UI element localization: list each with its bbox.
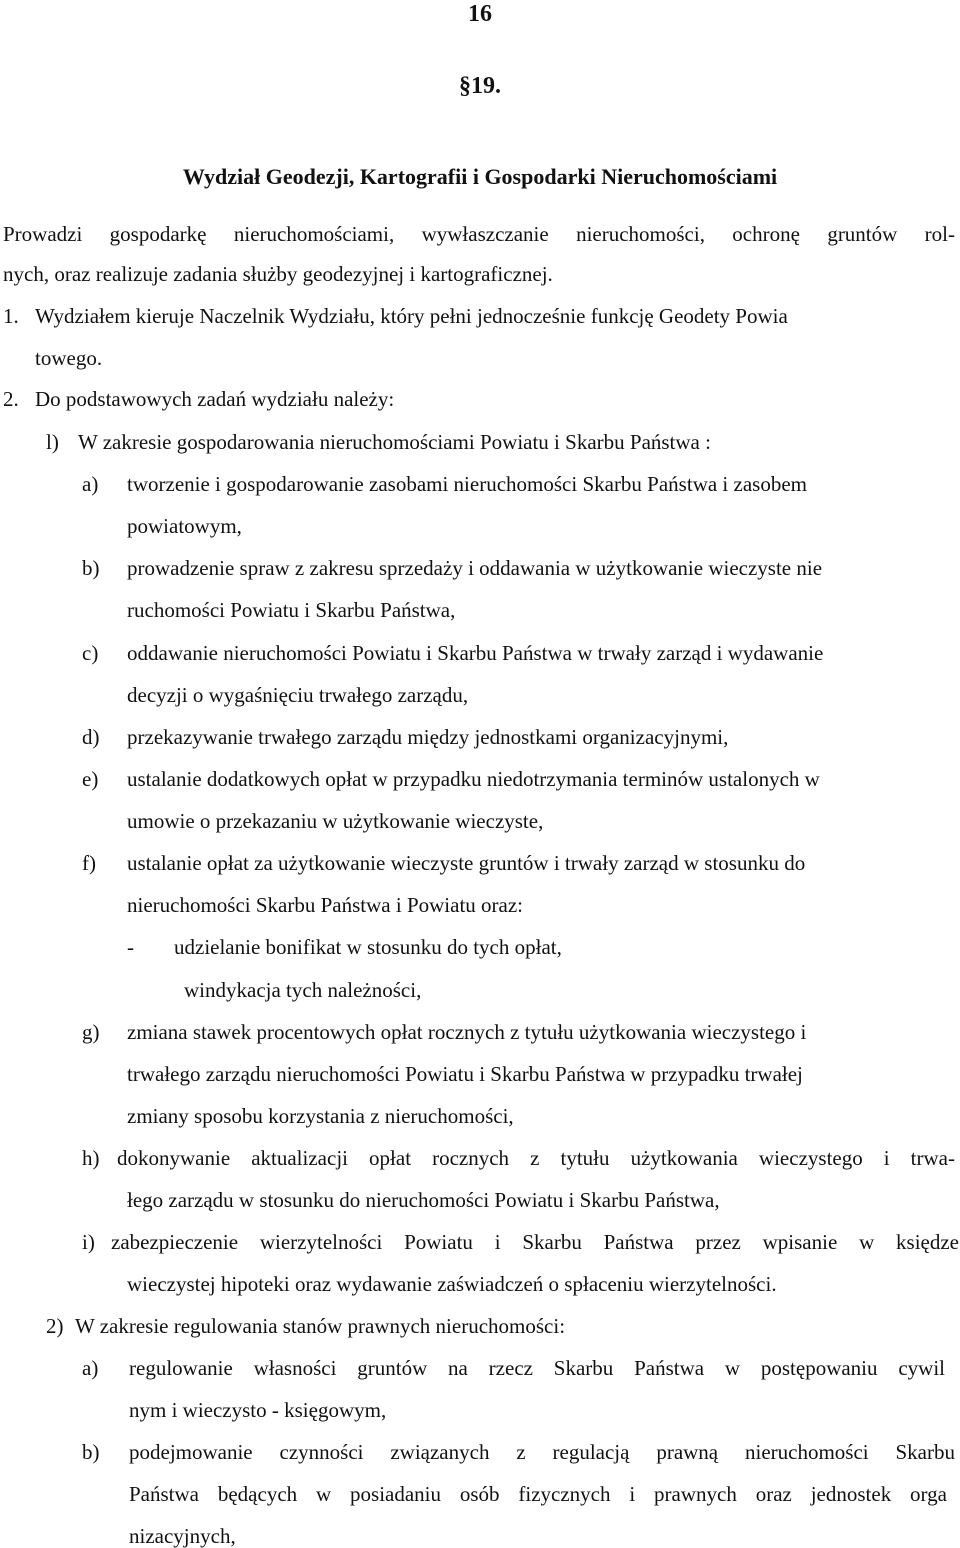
item-1a-line-1: tworzenie i gospodarowanie zasobami nieruchomości Skarbu Państwa i zasobem	[127, 472, 807, 496]
item-1g-line-2: trwałego zarządu nieruchomości Powiatu i Skarbu Państwa w przypadku trwałej	[127, 1062, 803, 1086]
item-1c-line-1: oddawanie nieruchomości Powiatu i Skarbu Państwa w trwały zarząd i wydawanie	[127, 641, 824, 665]
item-2b-line-2: Państwa będących w posiadaniu osób fizycznych i prawnych oraz jednostek orga	[129, 1482, 947, 1506]
item-1b-line-2: ruchomości Powiatu i Skarbu Państwa,	[127, 598, 456, 622]
item-2b-line-3: nizacyjnych,	[129, 1524, 236, 1548]
item-1f-line-2: nieruchomości Skarbu Państwa i Powiatu oraz:	[127, 893, 524, 917]
sub-2-text: W zakresie regulowania stanów prawnych nieruchomości:	[75, 1314, 566, 1338]
item-1f-extra: windykacja tych należności,	[184, 978, 422, 1002]
item-1a-letter: a)	[82, 472, 99, 496]
sub-1-number: l)	[46, 430, 59, 454]
sub-2-number: 2)	[46, 1314, 64, 1338]
item-1e-letter: e)	[82, 767, 99, 791]
item-1f-dash-text: udzielanie bonifikat w stosunku do tych opłat,	[174, 935, 562, 959]
point-2-text: Do podstawowych zadań wydziału należy:	[35, 387, 395, 411]
intro-line-2: nych, oraz realizuje zadania służby geodezyjnej i kartograficznej.	[3, 262, 553, 286]
item-1g-line-1: zmiana stawek procentowych opłat rocznych z tytułu użytkowania wieczystego i	[127, 1020, 807, 1044]
item-1d-line-1: przekazywanie trwałego zarządu między jednostkami organizacyjnymi,	[127, 725, 729, 749]
item-2a-line-2: nym i wieczysto - księgowym,	[129, 1398, 387, 1422]
item-1g-line-3: zmiany sposobu korzystania z nieruchomości,	[127, 1104, 514, 1128]
item-2a-letter: a)	[82, 1356, 99, 1380]
point-1-line-1: Wydziałem kieruje Naczelnik Wydziału, który pełni jednocześnie funkcję Geodety Powia	[35, 304, 788, 328]
sub-1-text: W zakresie gospodarowania nieruchomościami Powiatu i Skarbu Państwa :	[78, 430, 711, 454]
item-1h-letter: h)	[82, 1146, 100, 1170]
item-1e-line-2: umowie o przekazaniu w użytkowanie wieczyste,	[127, 809, 544, 833]
item-2b-line-1: podejmowanie czynności związanych z regulacją prawną nieruchomości Skarbu	[129, 1440, 955, 1464]
item-1f-letter: f)	[82, 851, 96, 875]
item-2b-letter: b)	[82, 1440, 100, 1464]
item-1i-line-2: wieczystej hipoteki oraz wydawanie zaświadczeń o spłaceniu wierzytelności.	[127, 1272, 777, 1296]
item-1c-letter: c)	[82, 641, 99, 665]
point-1-line-2: towego.	[35, 346, 103, 370]
item-1e-line-1: ustalanie dodatkowych opłat w przypadku niedotrzymania terminów ustalonych w	[127, 767, 820, 791]
department-title: Wydział Geodezji, Kartografii i Gospodarki Nieruchomościami	[182, 164, 778, 189]
item-1d-letter: d)	[82, 725, 100, 749]
point-1-number: 1.	[3, 304, 19, 328]
item-1h-line-1: dokonywanie aktualizacji opłat rocznych z tytułu użytkowania wieczystego i trwa-	[117, 1146, 955, 1170]
item-1i-letter: i)	[82, 1230, 95, 1254]
item-1b-line-1: prowadzenie spraw z zakresu sprzedaży i oddawania w użytkowanie wieczyste nie	[127, 556, 823, 580]
intro-line-1: Prowadzi gospodarkę nieruchomościami, wywłaszczanie nieruchomości, ochronę gruntów rol-	[3, 222, 955, 246]
item-2a-line-1: regulowanie własności gruntów na rzecz Skarbu Państwa w postępowaniu cywil	[129, 1356, 945, 1380]
item-1c-line-2: decyzji o wygaśnięciu trwałego zarządu,	[127, 683, 469, 707]
page-number: 16	[468, 1, 492, 27]
item-1f-dash: -	[127, 935, 134, 959]
section-heading: §19.	[459, 73, 501, 99]
point-2-number: 2.	[3, 387, 19, 411]
item-1b-letter: b)	[82, 556, 100, 580]
item-1f-line-1: ustalanie opłat za użytkowanie wieczyste gruntów i trwały zarząd w stosunku do	[127, 851, 806, 875]
item-1g-letter: g)	[82, 1020, 100, 1044]
item-1a-line-2: powiatowym,	[127, 514, 242, 538]
item-1i-line-1: zabezpieczenie wierzytelności Powiatu i Skarbu Państwa przez wpisanie w księdze	[111, 1230, 959, 1254]
item-1h-line-2: łego zarządu w stosunku do nieruchomości Powiatu i Skarbu Państwa,	[127, 1188, 720, 1212]
